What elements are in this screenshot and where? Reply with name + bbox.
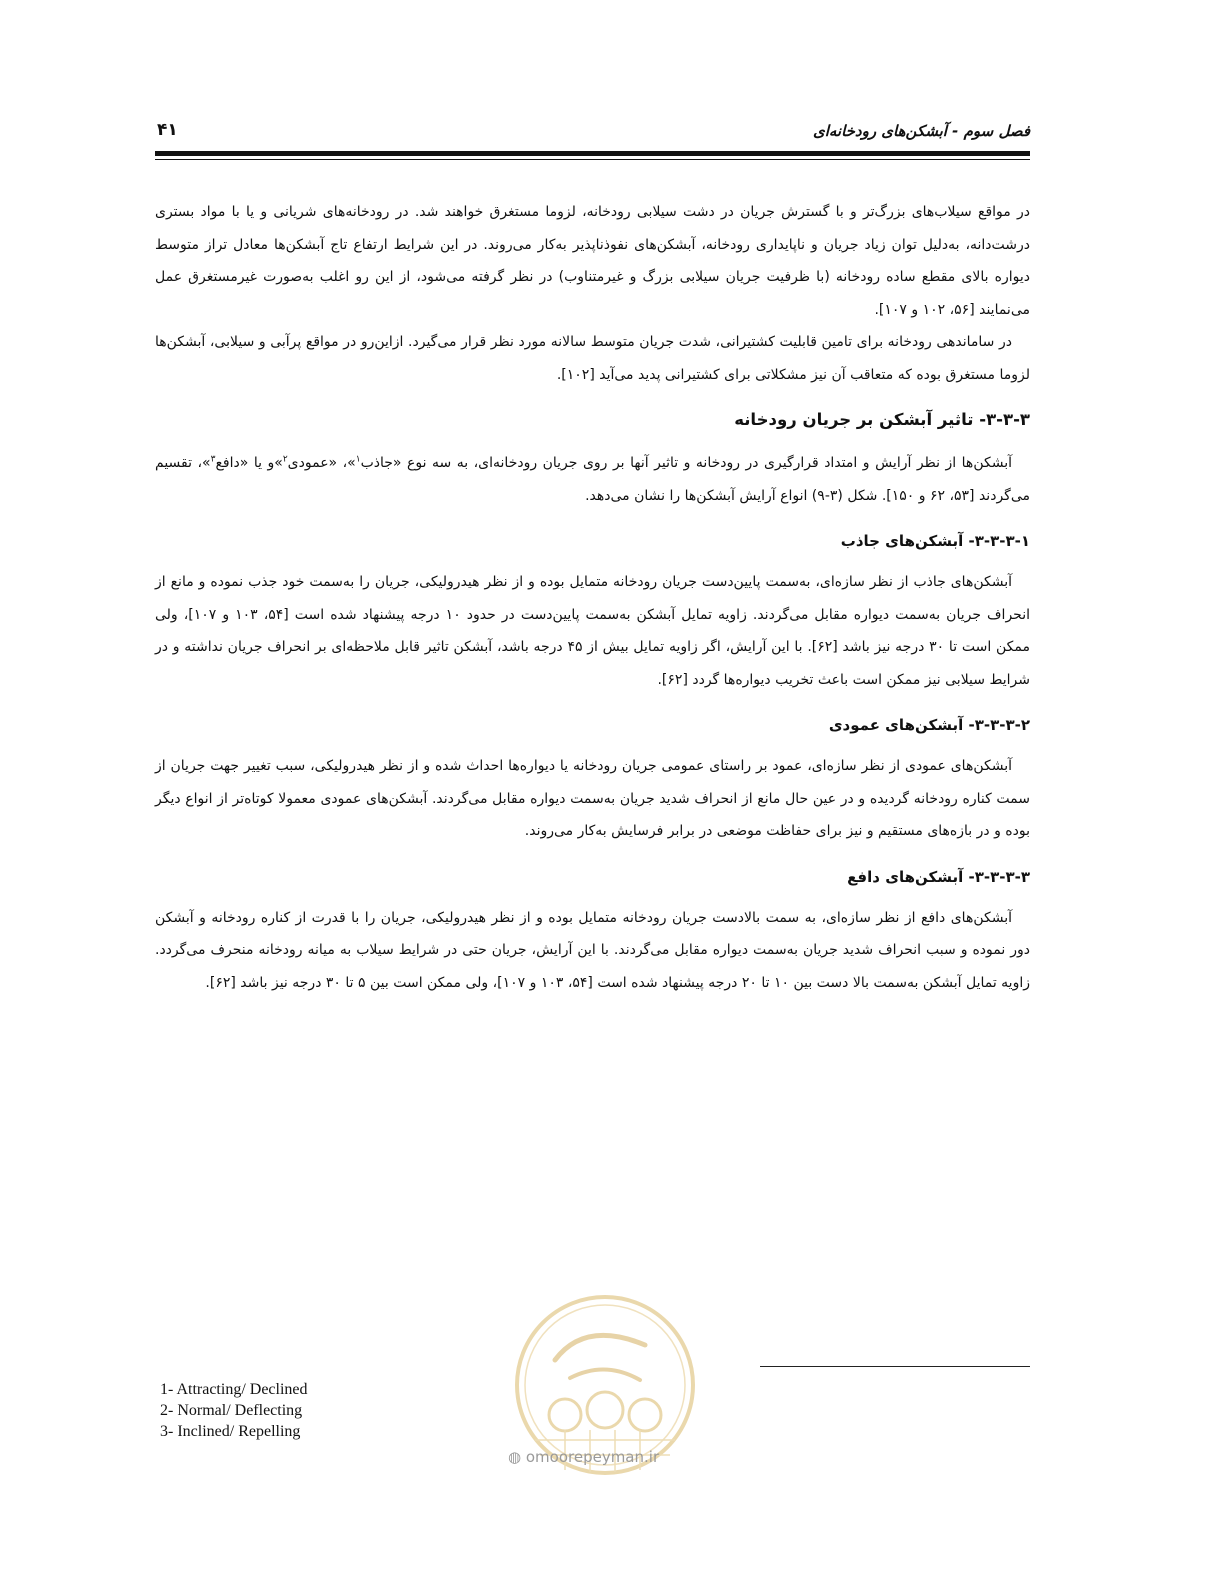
watermark-site: ◍ omoorepeyman.ir: [508, 1448, 660, 1466]
subsection-paragraph-repelling: آبشکن‌های دافع از نظر سازه‌ای، به سمت بالادست جریان رودخانه متمایل بوده و از نظر هیدرولیکی، جریان را با قدرت از کناره رودخانه و آبشکن دور نموده و سبب انحراف شدید جریان به‌سمت دیواره مقابل می‌گردند. با این آرایش، جریان حتی در شرایط سیلاب به میانه رودخانه منحرف می‌گردد. زاویه تمایل آبشکن به‌سمت بالا دست بین ۱۰ تا ۲۰ درجه پیشنهاد شده است [۵۴، ۱۰۳ و ۱۰۷]، ولی ممکن است بین ۵ تا ۳۰ درجه نیز باشد [۶۲].: [155, 909, 1030, 991]
footnote-ref-1: ۱: [355, 454, 361, 465]
subsection-heading-normal: ۳-۳-۳-۲- آبشکن‌های عمودی: [828, 716, 1030, 734]
footnote-separator: [760, 1366, 1030, 1367]
intro-paragraph-1: در مواقع سیلاب‌های بزرگ‌تر و با گسترش جریان در دشت سیلابی رودخانه، لزوما مستغرق خواهند شد. در رودخانه‌های شریانی و یا با مواد بستری درشت‌دانه، به‌دلیل توان زیاد جریان و ناپایداری رودخانه، آبشکن‌های نفوذناپذیر به‌کار می‌روند. در این شرایط ارتفاع تاج آبشکن‌ها معادل تراز متوسط دیواره بالای مقطع ساده رودخانه (با ظرفیت جریان سیلابی بزرگ و غیرمتناوب) در نظر گرفته می‌شود، از این رو اغلب به‌صورت غیرمستغرق عمل می‌نمایند [۵۶، ۱۰۲ و ۱۰۷].: [155, 204, 1030, 318]
subsection-paragraph-normal: آبشکن‌های عمودی از نظر سازه‌ای، عمود بر راستای عمومی جریان رودخانه یا دیواره‌ها احداث شده و از نظر هیدرولیکی، سبب تغییر جهت جریان از سمت کناره رودخانه گردیده و در عین حال مانع از انحراف شدید جریان به‌سمت دیواره مقابل می‌گردند. آبشکن‌های عمودی معمولا کوتاه‌تر از انواع دیگر بوده و در بازه‌های مستقیم و نیز برای حفاظت موضعی در برابر فرسایش به‌کار می‌روند.: [155, 758, 1030, 839]
subsection-heading-attracting: ۳-۳-۳-۱- آبشکن‌های جاذب: [840, 532, 1030, 550]
body-text: [155, 196, 1030, 999]
subsection-paragraph-attracting: آبشکن‌های جاذب از نظر سازه‌ای، به‌سمت پایین‌دست جریان رودخانه متمایل بوده و از نظر هیدرولیکی، جریان را به‌سمت خود جذب نموده و مانع از انحراف جریان به‌سمت دیواره مقابل می‌گردند. زاویه تمایل آبشکن به‌سمت پایین‌دست در حدود ۱۰ درجه پیشنهاد شده است [۵۴، ۱۰۳ و ۱۰۷]، ولی ممکن است تا ۳۰ درجه نیز باشد [۶۲]. با این آرایش، اگر زاویه تمایل بیش از ۴۵ درجه باشد، آبشکن تاثیر قابل ملاحظه‌ای بر انحراف جریان نداشته و در شرایط سیلابی نیز ممکن است باعث تخریب دیواره‌ها گردد [۶۲].: [155, 574, 1030, 688]
footnote-1: 1- Attracting/ Declined: [160, 1381, 308, 1398]
intro-paragraph-2: در ساماندهی رودخانه برای تامین قابلیت کشتیرانی، شدت جریان متوسط سالانه مورد نظر قرار می‌گیرد. ازاین‌رو در مواقع پرآبی و سیلابی، آبشکن‌ها لزوما مستغرق بوده که متعاقب آن نیز مشکلاتی برای کشتیرانی پدید می‌آید [۱۰۲].: [155, 334, 1030, 383]
chapter-title: فصل سوم - آبشکن‌های رودخانه‌ای: [812, 122, 1030, 140]
subsection-heading-repelling: ۳-۳-۳-۳- آبشکن‌های دافع: [847, 867, 1030, 886]
section-paragraph: آبشکن‌ها از نظر آرایش و امتداد قرارگیری در رودخانه و تاثیر آنها بر روی جریان رودخانه‌ای، به سه نوع «جاذب$^۱$»، «عمودی$^۲$»و یا «دافع$^۳$»، تقسیم می‌گردند [۵۳، ۶۲ و ۱۵۰]. شکل (۳-۹) انواع آرایش آبشکن‌ها را نشان می‌دهد.: [155, 454, 1030, 504]
header-rule-thin: [155, 159, 1030, 160]
footnotes: [160, 1379, 308, 1442]
section-heading: ۳-۳-۳- تاثیر آبشکن بر جریان رودخانه: [734, 410, 1030, 429]
footnote-ref-2: ۲: [282, 454, 288, 465]
footnote-3: 3- Inclined/ Repelling: [160, 1423, 301, 1440]
header-rule-thick: [155, 151, 1030, 156]
footnote-ref-3: ۳: [210, 454, 216, 465]
page-number: ۴۱: [157, 120, 178, 140]
footnote-2: 2- Normal/ Deflecting: [160, 1402, 303, 1419]
